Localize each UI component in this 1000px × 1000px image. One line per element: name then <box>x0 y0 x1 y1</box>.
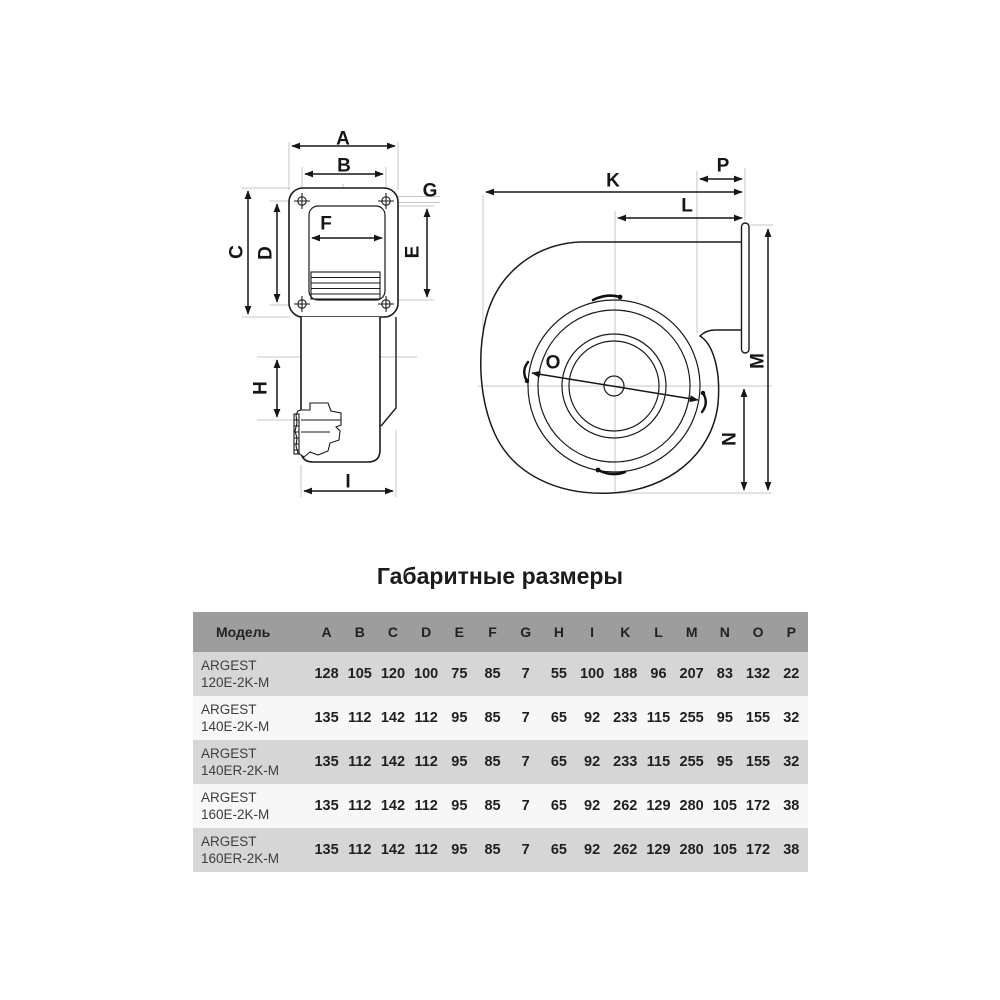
value-cell-A: 128 <box>314 666 339 682</box>
value-cell-B: 105 <box>347 666 372 682</box>
value-cell-L: 129 <box>646 798 671 814</box>
header-cell-B: B <box>354 624 365 640</box>
table-row <box>193 828 808 872</box>
value-cell-G: 7 <box>521 798 530 814</box>
dim-label-n: N <box>719 432 741 446</box>
value-cell-N: 83 <box>716 666 733 682</box>
dim-label-e: E <box>402 245 424 259</box>
value-cell-D: 100 <box>414 666 439 682</box>
value-cell-H: 65 <box>550 842 567 858</box>
value-cell-K: 262 <box>613 798 638 814</box>
value-cell-E: 95 <box>451 798 468 814</box>
value-cell-O: 132 <box>745 666 771 682</box>
model-cell: ARGEST 160E-2K-M <box>201 790 270 822</box>
header-cell-L: L <box>654 624 663 640</box>
value-cell-C: 142 <box>380 710 406 726</box>
dim-label-i: I <box>345 471 351 493</box>
value-cell-A: 135 <box>314 754 339 770</box>
value-cell-G: 7 <box>521 754 530 770</box>
value-cell-F: 85 <box>484 842 501 858</box>
value-cell-O: 155 <box>745 710 771 726</box>
dim-label-p: P <box>716 155 730 177</box>
model-cell: ARGEST 160ER-2K-M <box>201 834 280 866</box>
header-cell-E: E <box>454 624 465 640</box>
header-cell-K: K <box>620 624 631 640</box>
value-cell-B: 112 <box>348 754 372 770</box>
value-cell-K: 262 <box>613 842 638 858</box>
dim-label-g: G <box>422 180 438 202</box>
dimensions-table <box>193 612 808 872</box>
value-cell-K: 233 <box>613 710 638 726</box>
value-cell-O: 172 <box>745 798 771 814</box>
value-cell-H: 65 <box>550 754 567 770</box>
value-cell-G: 7 <box>521 666 530 682</box>
value-cell-E: 95 <box>451 754 468 770</box>
value-cell-C: 142 <box>380 754 406 770</box>
dim-label-l: L <box>681 195 693 217</box>
table-row <box>193 740 808 784</box>
table-title: Габаритные размеры <box>376 563 624 589</box>
value-cell-C: 120 <box>380 666 406 682</box>
dim-label-d: D <box>255 246 277 260</box>
value-cell-G: 7 <box>521 710 530 726</box>
value-cell-M: 207 <box>679 666 704 682</box>
dim-label-a: A <box>336 128 350 150</box>
value-cell-N: 95 <box>716 754 733 770</box>
header-cell-H: H <box>553 624 564 640</box>
value-cell-L: 129 <box>646 842 671 858</box>
model-cell: ARGEST 140E-2K-M <box>201 702 270 734</box>
value-cell-N: 105 <box>712 798 737 814</box>
header-cell-G: G <box>520 624 532 640</box>
dim-label-m: M <box>747 353 769 369</box>
value-cell-C: 142 <box>380 842 406 858</box>
value-cell-I: 92 <box>584 754 601 770</box>
value-cell-A: 135 <box>314 842 339 858</box>
dim-label-k: K <box>606 170 620 192</box>
value-cell-F: 85 <box>484 666 501 682</box>
value-cell-P: 32 <box>783 710 800 726</box>
value-cell-M: 280 <box>679 842 704 858</box>
value-cell-D: 112 <box>414 710 438 726</box>
value-cell-O: 155 <box>745 754 771 770</box>
value-cell-M: 280 <box>679 798 704 814</box>
header-cell-M: M <box>685 624 698 640</box>
value-cell-P: 38 <box>783 842 800 858</box>
header-cell-I: I <box>590 624 595 640</box>
value-cell-A: 135 <box>314 798 339 814</box>
value-cell-D: 112 <box>414 798 438 814</box>
header-cell-D: D <box>421 624 432 640</box>
value-cell-E: 75 <box>451 666 468 682</box>
value-cell-L: 96 <box>650 666 667 682</box>
header-cell-O: O <box>752 624 764 640</box>
model-cell: ARGEST 120E-2K-M <box>201 658 270 690</box>
table-row <box>193 696 808 740</box>
value-cell-K: 233 <box>613 754 638 770</box>
value-cell-I: 92 <box>584 842 601 858</box>
value-cell-F: 85 <box>484 710 501 726</box>
value-cell-B: 112 <box>348 798 372 814</box>
value-cell-H: 55 <box>550 666 567 682</box>
dim-label-o: O <box>545 352 561 374</box>
header-cell-A: A <box>321 624 332 640</box>
dim-label-h: H <box>250 381 272 395</box>
value-cell-E: 95 <box>451 842 468 858</box>
header-cell-F: F <box>488 624 497 640</box>
value-cell-I: 100 <box>579 666 605 682</box>
value-cell-L: 115 <box>646 710 671 726</box>
value-cell-D: 112 <box>414 842 438 858</box>
front-view-drawing <box>242 142 440 497</box>
model-cell: ARGEST 140ER-2K-M <box>201 746 280 778</box>
value-cell-F: 85 <box>484 754 501 770</box>
value-cell-A: 135 <box>314 710 339 726</box>
value-cell-L: 115 <box>646 754 671 770</box>
header-cell-P: P <box>786 624 796 640</box>
header-cell-C: C <box>387 624 399 640</box>
value-cell-N: 105 <box>712 842 737 858</box>
dim-label-f: F <box>320 213 332 235</box>
table-row <box>193 652 808 696</box>
dim-label-c: C <box>226 245 248 259</box>
dim-label-b: B <box>337 155 351 177</box>
value-cell-G: 7 <box>521 842 530 858</box>
value-cell-K: 188 <box>613 666 638 682</box>
table-header-row <box>193 612 808 652</box>
value-cell-E: 95 <box>451 710 468 726</box>
value-cell-P: 32 <box>783 754 800 770</box>
value-cell-I: 92 <box>584 710 601 726</box>
value-cell-M: 255 <box>679 754 704 770</box>
value-cell-F: 85 <box>484 798 501 814</box>
value-cell-N: 95 <box>716 710 733 726</box>
value-cell-B: 112 <box>348 710 372 726</box>
header-cell-N: N <box>719 624 730 640</box>
header-cell-model: Модель <box>216 624 271 640</box>
table-row <box>193 784 808 828</box>
value-cell-D: 112 <box>414 754 438 770</box>
value-cell-C: 142 <box>380 798 406 814</box>
value-cell-P: 22 <box>783 666 800 682</box>
value-cell-H: 65 <box>550 710 567 726</box>
value-cell-I: 92 <box>584 798 601 814</box>
value-cell-M: 255 <box>679 710 704 726</box>
value-cell-H: 65 <box>550 798 567 814</box>
value-cell-P: 38 <box>783 798 800 814</box>
value-cell-O: 172 <box>745 842 771 858</box>
value-cell-B: 112 <box>348 842 372 858</box>
table-body <box>193 652 808 872</box>
